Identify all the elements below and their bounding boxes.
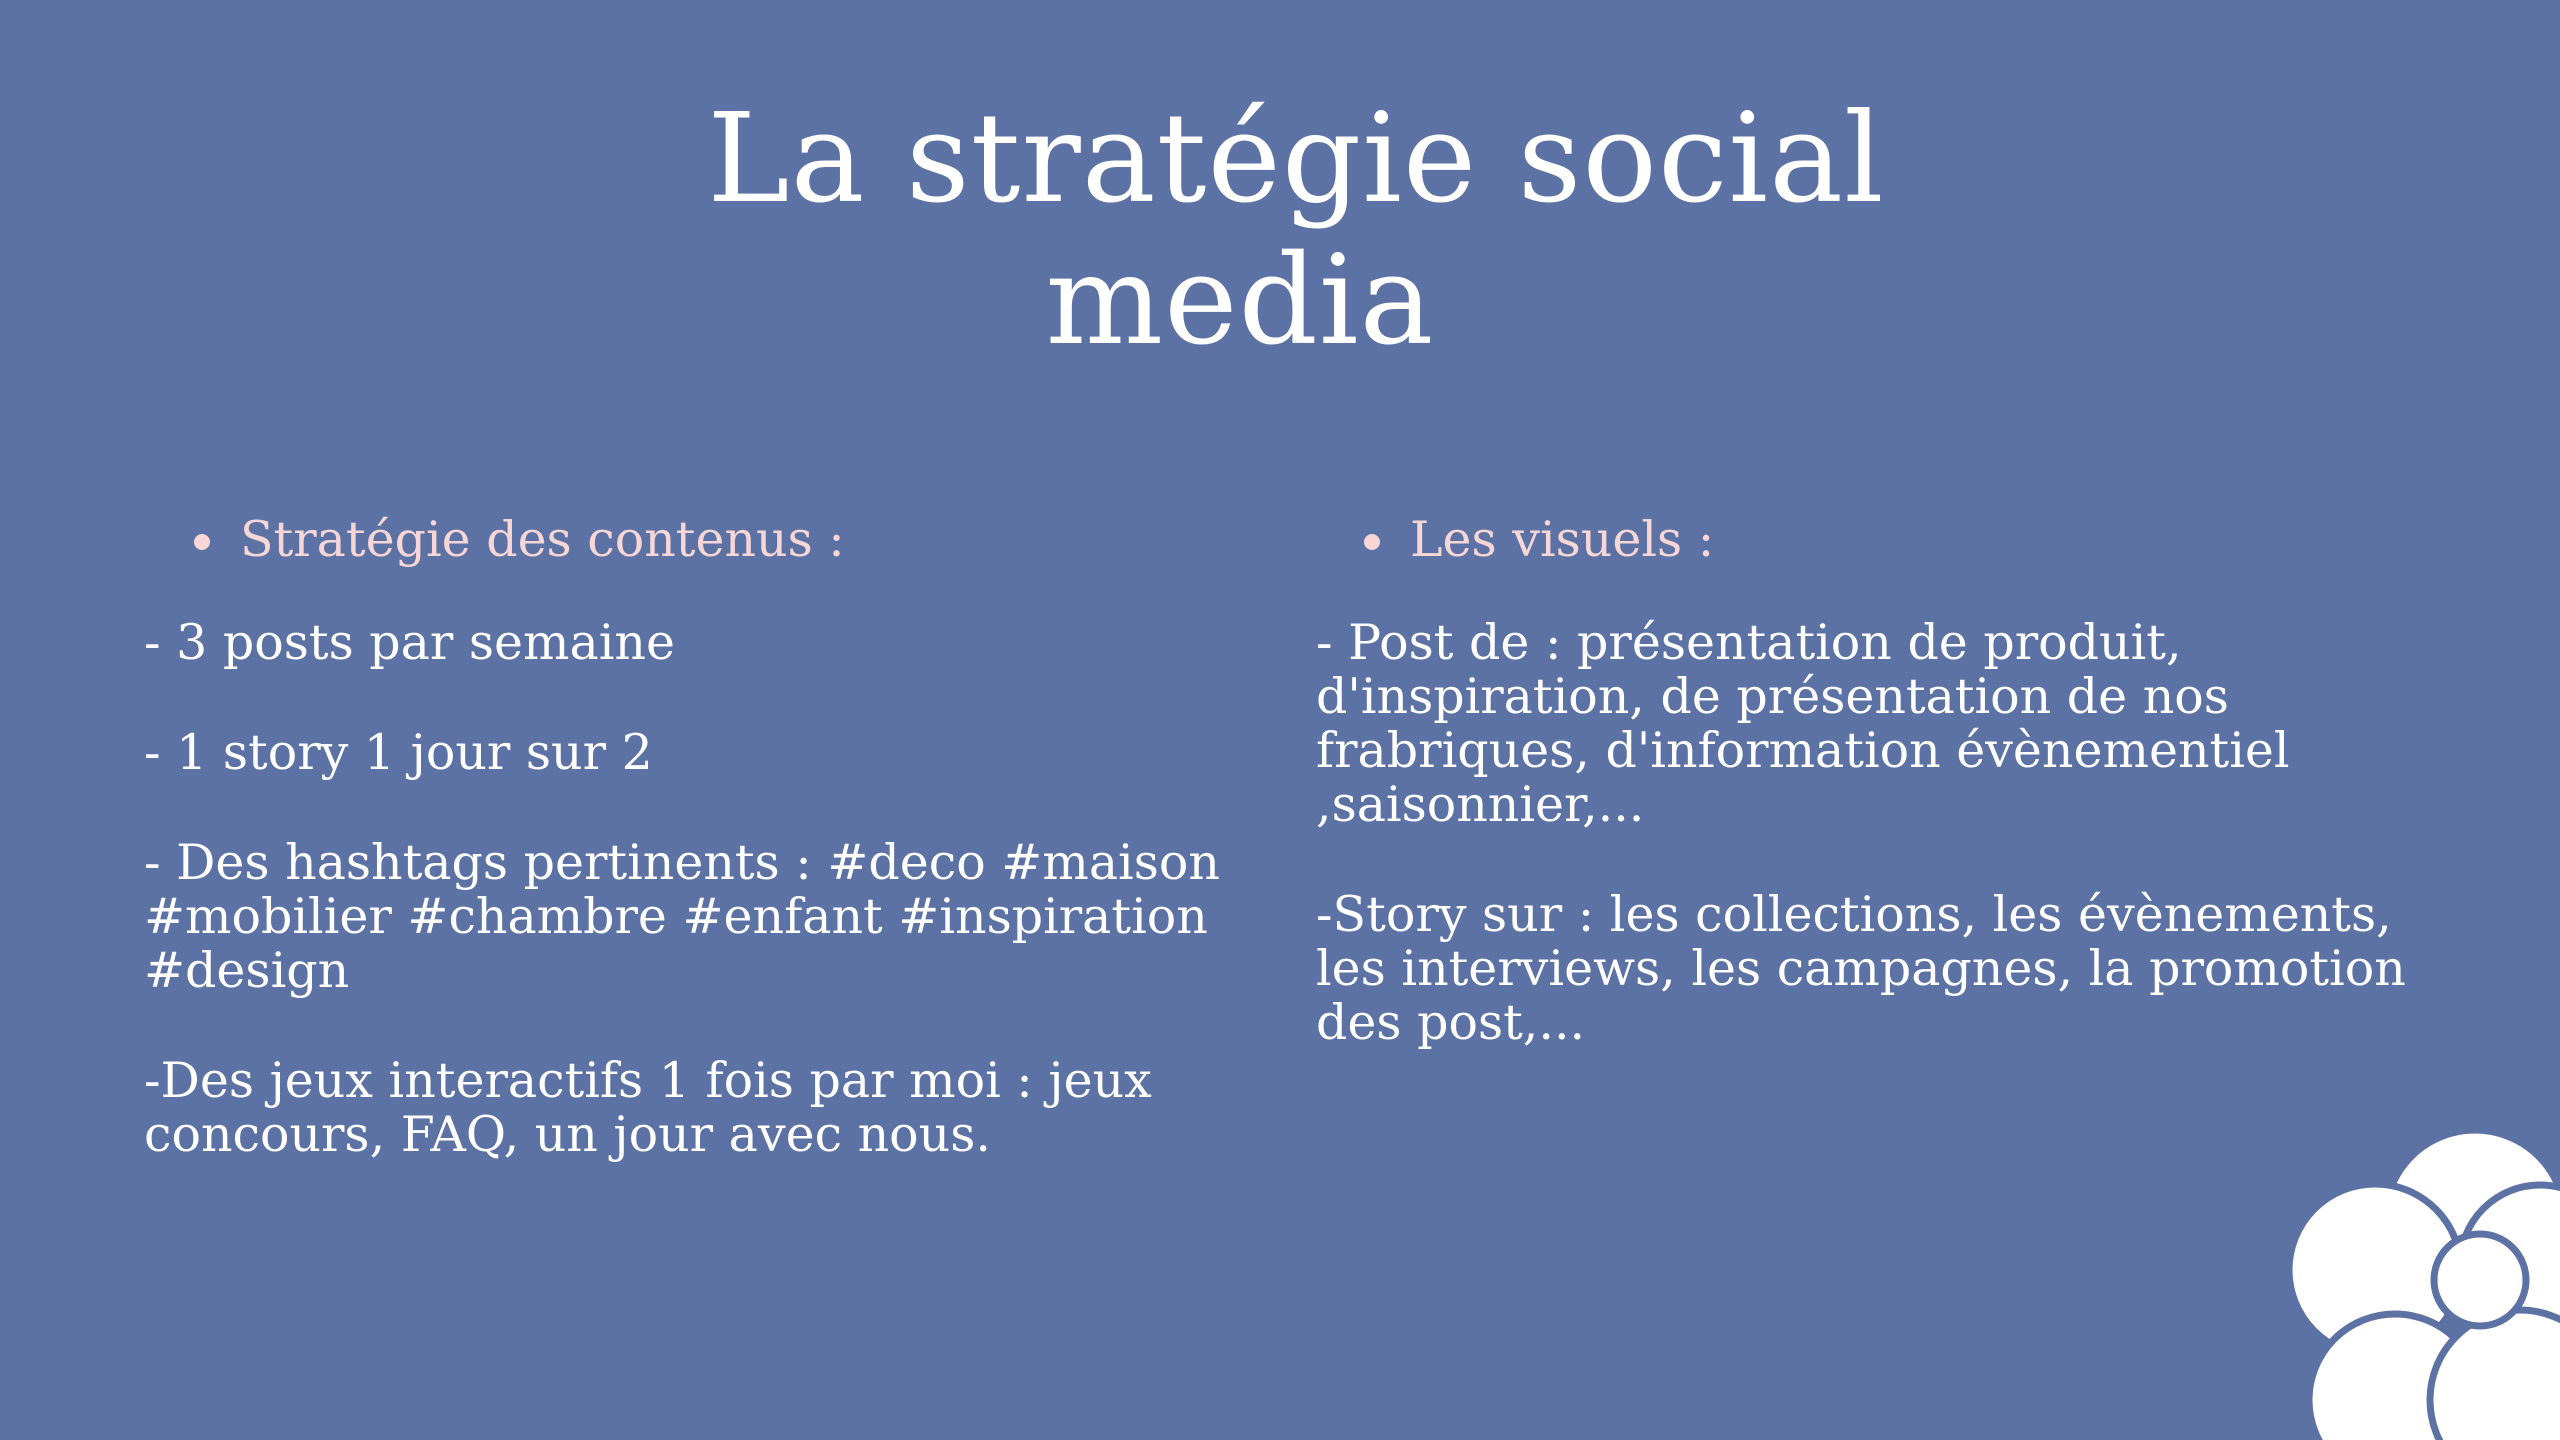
visuals-item-post: - Post de : présentation de produit, d'inspiration, de présentation de nos frabriques, d'information évènementiel ,saisonnier,...: [1316, 614, 2290, 833]
content-item-games: -Des jeux interactifs 1 fois par moi : jeux concours, FAQ, un jour avec nous.: [144, 1052, 1152, 1163]
content-item-story: - 1 story 1 jour sur 2: [144, 724, 653, 781]
visuals-heading-text: Les visuels :: [1410, 511, 1715, 568]
visuals-column: [1316, 508, 2466, 1050]
visuals-heading: [1364, 508, 2466, 572]
slide-title-line-2: media: [1045, 229, 1435, 373]
bullet-dot-icon: [194, 534, 210, 550]
content-strategy-column: [144, 508, 1274, 1162]
content-strategy-heading: [194, 508, 1274, 572]
content-strategy-heading-text: Stratégie des contenus :: [240, 511, 845, 568]
slide-title: [0, 88, 2560, 372]
flower-icon: [2270, 1100, 2560, 1440]
content-item-hashtags: - Des hashtags pertinents : #deco #maison #mobilier #chambre #enfant #inspiration #design: [144, 834, 1220, 999]
content-item-posts: - 3 posts par semaine: [144, 614, 675, 671]
slide-title-line-1: La stratégie social: [707, 87, 1885, 231]
bullet-dot-icon: [1364, 534, 1380, 550]
visuals-item-story: -Story sur : les collections, les évènements, les interviews, les campagnes, la promotion des post,...: [1316, 886, 2406, 1051]
